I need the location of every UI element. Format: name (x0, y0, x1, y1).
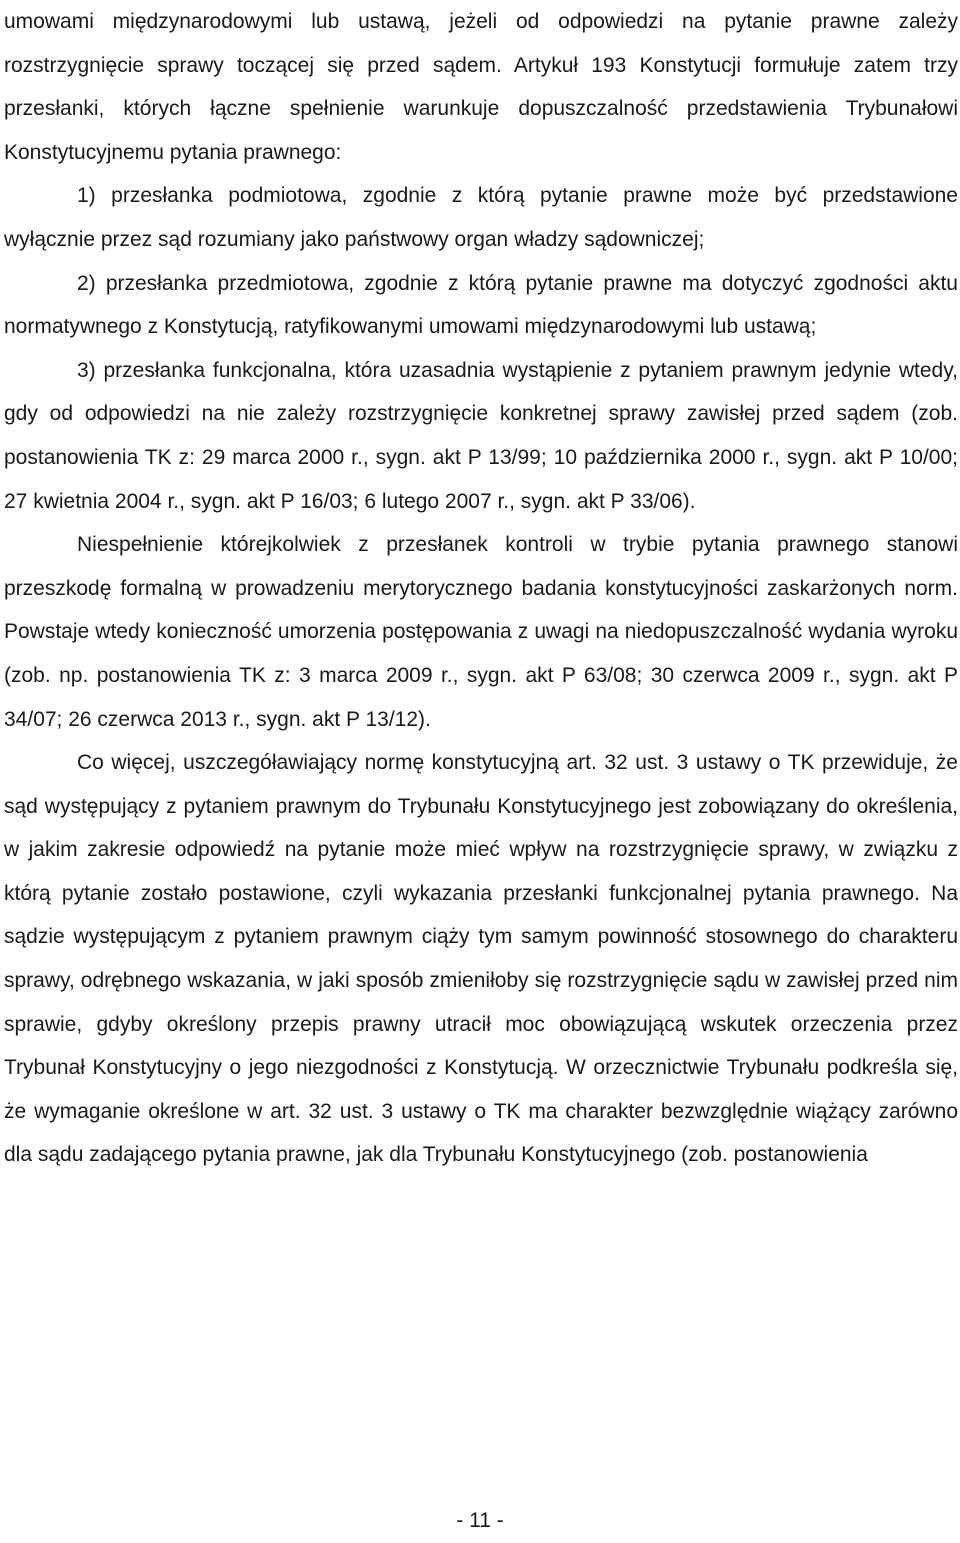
document-body (4, 0, 958, 1177)
paragraph-premise-3: 3) przesłanka funkcjonalna, która uzasadnia wystąpienie z pytaniem prawnym jedynie wtedy, gdy od odpowiedzi na nie zależy rozstrzygnięcie konkretnej sprawy zawisłej przed sądem (zob. postanowienia TK z: 29 marca 2000 r., sygn. akt P 13/99; 10 października 2000 r., sygn. akt P 10/00; 27 kwietnia 2004 r., sygn. akt P 16/03; 6 lutego 2007 r., sygn. akt P 33/06). (4, 358, 958, 513)
paragraph-premise-1: 1) przesłanka podmiotowa, zgodnie z którą pytanie prawne może być przedstawione wyłącznie przez sąd rozumiany jako państwowy organ władzy sądowniczej; (4, 184, 958, 251)
paragraph-continuation: umowami międzynarodowymi lub ustawą, jeżeli od odpowiedzi na pytanie prawne zależy rozstrzygnięcie sprawy toczącej się przed sądem. Artykuł 193 Konstytucji formułuje zatem trzy przesłanki, których łączne spełnienie warunkuje dopuszczalność przedstawienia Trybunałowi Konstytucyjnemu pytania prawnego: (4, 10, 958, 164)
paragraph-consequence: Niespełnienie którejkolwiek z przesłanek kontroli w trybie pytania prawnego stanowi przeszkodę formalną w prowadzeniu merytorycznego badania konstytucyjności zaskarżonych norm. Powstaje wtedy konieczność umorzenia postępowania z uwagi na niedopuszczalność wydania wyroku (zob. np. postanowienia TK z: 3 marca 2009 r., sygn. akt P 63/08; 30 czerwca 2009 r., sygn. akt P 34/07; 26 czerwca 2013 r., sygn. akt P 13/12). (4, 533, 958, 731)
paragraph-art-32: Co więcej, uszczegóławiający normę konstytucyjną art. 32 ust. 3 ustawy o TK przewiduje, że sąd występujący z pytaniem prawnym do Trybunału Konstytucyjnego jest zobowiązany do określenia, w jakim zakresie odpowiedź na pytanie może mieć wpływ na rozstrzygnięcie sprawy, w związku z którą pytanie zostało postawione, czyli wykazania przesłanki funkcjonalnej pytania prawnego. Na sądzie występującym z pytaniem prawnym ciąży tym samym powinność stosownego do charakteru sprawy, odrębnego wskazania, w jaki sposób zmieniłoby się rozstrzygnięcie sądu w zawisłej przed nim sprawie, gdyby określony przepis prawny utracił moc obowiązującą wskutek orzeczenia przez Trybunał Konstytucyjny o jego niezgodności z Konstytucją. W orzecznictwie Trybunału podkreśla się, że wymaganie określone w art. 32 ust. 3 ustawy o TK ma charakter bezwzględnie wiążący zarówno dla sądu zadającego pytania prawne, jak dla Trybunału Konstytucyjnego (zob. postanowienia (4, 751, 958, 1167)
paragraph-premise-2: 2) przesłanka przedmiotowa, zgodnie z którą pytanie prawne ma dotyczyć zgodności aktu normatywnego z Konstytucją, ratyfikowanymi umowami międzynarodowymi lub ustawą; (4, 271, 958, 339)
page-number: - 11 - (456, 1509, 504, 1532)
